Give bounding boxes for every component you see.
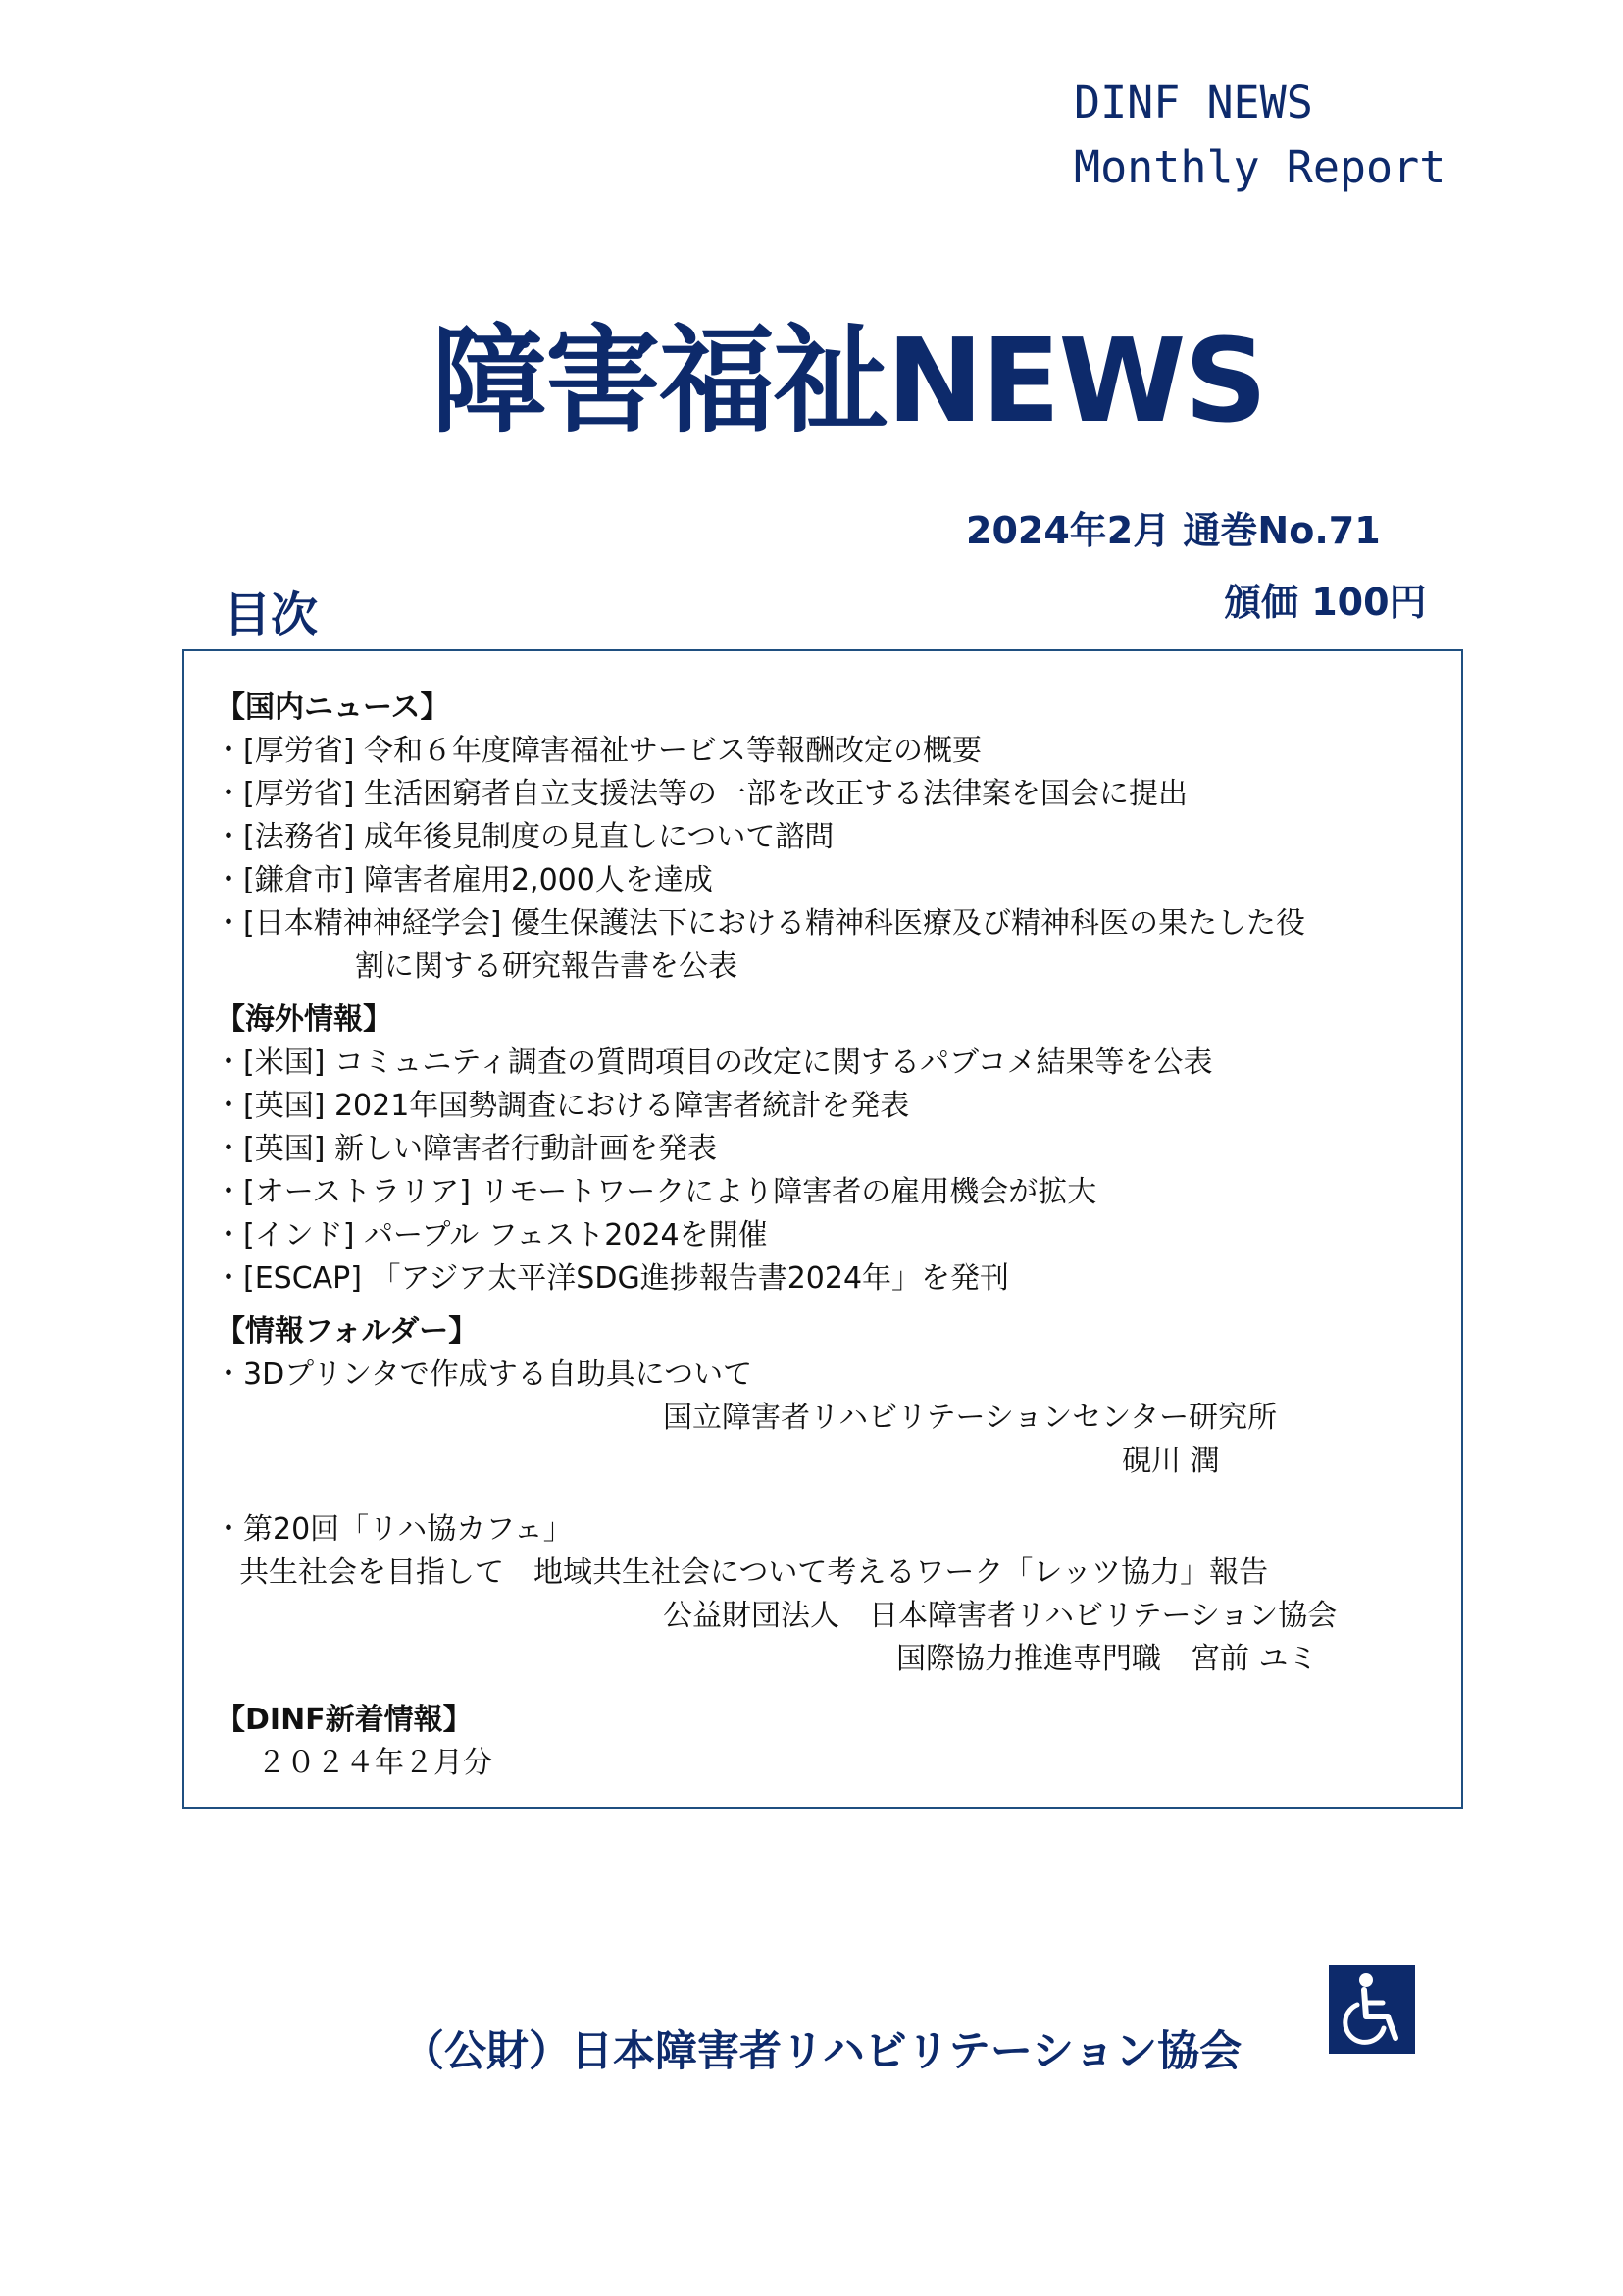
toc-item[interactable]: ・[厚労省] 令和６年度障害福祉サービス等報酬改定の概要 [214, 734, 982, 768]
section-heading-dinf-updates: 【DINF新着情報】 [216, 1703, 473, 1737]
toc-item[interactable]: ・3Dプリンタで作成する自助具について [214, 1357, 753, 1392]
toc-item[interactable]: ・[日本精神神経学会] 優生保護法下における精神科医療及び精神科医の果たした役 [214, 906, 1305, 941]
toc-heading: 目次 [224, 587, 319, 642]
toc-item[interactable]: ・第20回「リハ協カフェ」 [214, 1512, 573, 1547]
toc-item[interactable]: ・[英国] 新しい障害者行動計画を発表 [214, 1132, 717, 1166]
toc-item[interactable]: ・[鎌倉市] 障害者雇用2,000人を達成 [214, 863, 713, 897]
page-title: 障害福祉NEWS [431, 313, 1266, 448]
toc-item[interactable]: ２０２４年２月分 [257, 1746, 492, 1780]
toc-item[interactable]: ・[オーストラリア] リモートワークにより障害者の雇用機会が拡大 [214, 1175, 1097, 1209]
price-info: 頒価 100円 [1224, 581, 1427, 624]
toc-item-author: 硯川 潤 [1122, 1444, 1220, 1478]
toc-item[interactable]: ・[英国] 2021年国勢調査における障害者統計を発表 [214, 1089, 910, 1123]
toc-item[interactable]: ・[ESCAP] 「アジア太平洋SDG進捗報告書2024年」を発刊 [214, 1261, 1010, 1296]
section-heading-overseas: 【海外情報】 [216, 1002, 392, 1037]
table-of-contents [182, 649, 1463, 1809]
masthead-line-1: DINF NEWS [1074, 77, 1313, 128]
section-heading-info-folder: 【情報フォルダー】 [216, 1314, 479, 1349]
toc-item-affiliation: 公益財団法人 日本障害者リハビリテーション協会 [663, 1599, 1338, 1633]
publisher-name: （公財）日本障害者リハビリテーション協会 [402, 2027, 1243, 2076]
toc-item-author: 国際協力推進専門職 宮前 ユミ [896, 1642, 1318, 1676]
masthead [1074, 71, 1445, 200]
toc-item[interactable]: ・[法務省] 成年後見制度の見直しについて諮問 [214, 820, 835, 854]
toc-item-subtitle: 共生社会を目指して 地域共生社会について考えるワーク「レッツ協力」報告 [239, 1556, 1269, 1590]
wheelchair-accessibility-icon [1329, 1965, 1415, 2054]
masthead-line-2: Monthly Report [1074, 141, 1446, 193]
toc-item-affiliation: 国立障害者リハビリテーションセンター研究所 [663, 1401, 1278, 1435]
toc-item[interactable]: ・[米国] コミュニティ調査の質問項目の改定に関するパブコメ結果等を公表 [214, 1046, 1213, 1080]
issue-info: 2024年2月 通巻No.71 [966, 509, 1381, 552]
section-heading-domestic: 【国内ニュース】 [216, 690, 450, 725]
toc-item[interactable]: ・[厚労省] 生活困窮者自立支援法等の一部を改正する法律案を国会に提出 [214, 777, 1188, 811]
toc-item-continuation[interactable]: 割に関する研究報告書を公表 [355, 949, 737, 984]
toc-item[interactable]: ・[インド] パープル フェスト2024を開催 [214, 1218, 768, 1252]
